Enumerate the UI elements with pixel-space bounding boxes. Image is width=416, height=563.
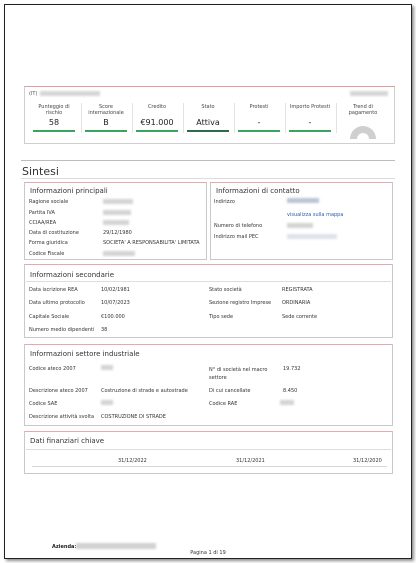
kpi-label: Punteggio di rischio [38,104,70,116]
box-title: Informazioni principali [30,187,108,195]
kpi-separator [285,103,286,133]
kpi-value: - [257,118,261,127]
row-label: Data di costituzione [29,230,79,236]
redacted-sae [101,400,113,405]
row-value: REGISTRATA [282,287,313,293]
row-label: Codice Fiscale [29,251,65,257]
row-label: Codice RAE [209,401,238,407]
row-label: CCIAA/REA [29,220,57,226]
box-dati-finanziari [24,431,393,474]
kpi-label: Protesti [249,104,269,110]
redacted-address [287,198,319,203]
kpi-credit [136,104,178,132]
fin-date-col: 31/12/2021 [236,458,265,464]
kpi-protests [238,104,280,132]
redacted-value [103,251,135,256]
redacted-pec [287,234,337,239]
kpi-label: Trend di pagamento [348,104,378,116]
row-value: Costruzione di strade e autostrade [101,388,188,394]
row-value: 10/02/1981 [101,287,130,293]
kpi-separator [234,103,235,133]
kpi-international-score [85,104,127,132]
kpi-bar [289,130,331,132]
kpi-label: Importo Protesti [289,104,331,110]
row-label: Di cui cancellate [209,388,251,394]
kpi-separator [132,103,133,133]
kpi-separator [183,103,184,133]
kpi-value: Attiva [196,118,220,127]
row-label: Numero medio dipendenti [29,327,95,333]
kpi-label: Credito [147,104,167,110]
row-label: Descrizione ateco 2007 [29,388,88,394]
row-value: 38 [101,327,108,333]
box-title: Dati finanziari chiave [30,437,105,445]
row-value: SOCIETA' A RESPONSABILITA' LIMITATA [103,240,200,246]
kpi-bar [187,130,229,132]
kpi-value: B [103,118,109,127]
box-title: Informazioni secondarie [30,271,115,279]
redacted-value [103,199,133,204]
redacted-phone [287,223,313,228]
kpi-bar [238,130,280,132]
row-value: COSTRUZIONE DI STRADE [101,414,166,420]
row-label: Stato società [209,287,242,293]
row-value: 8.450 [283,388,298,394]
row-value: ORDINARIA [282,300,311,306]
row-label: Codice ateco 2007 [29,366,76,372]
redacted-value [103,210,131,215]
box-title: Informazioni di contatto [216,187,300,195]
row-label: Sezione registro Imprese [209,300,272,306]
kpi-protest-amount [289,104,331,132]
row-label: Ragione sociale [29,199,69,205]
row-label: Data ultimo protocollo [29,300,85,306]
kpi-bar [85,130,127,132]
kpi-value: - [308,118,312,127]
fin-date-col: 31/12/2020 [353,458,382,464]
row-label: N° di società nel macro settore [209,367,268,381]
fin-date-col: 31/12/2022 [118,458,147,464]
row-label: Codice SAE [29,401,58,407]
kpi-value: €91.000 [140,118,174,127]
redacted-rae [280,400,294,405]
box-title: Informazioni settore industriale [30,350,140,358]
row-label: Partita IVA [29,210,55,216]
map-link[interactable]: visualizza sulla mappa [287,212,344,218]
summary-card [24,86,395,144]
row-label: Data iscrizione REA [29,287,78,293]
row-value: 29/12/1980 [103,230,132,236]
box-informazioni-contatto [210,182,393,260]
kpi-label: Score internazionale [88,104,124,116]
row-label: Indirizzo mail PEC [214,234,259,240]
row-label: Numero di telefono [214,223,263,229]
box-divider [26,449,391,450]
section-divider [21,178,395,179]
row-value: 10/07/2023 [101,300,130,306]
country-line: (IT) [29,91,100,97]
page-number: Pagina 1 di 19 [190,550,226,556]
row-value: 19.732 [283,366,301,372]
kpi-status [187,104,229,132]
kpi-bar [136,130,178,132]
fin-header-line [32,466,387,467]
country-code: IT [30,91,36,97]
footer-company-label: Azienda: [52,544,77,550]
company-name-redacted [40,91,100,96]
row-label: Tipo sede [209,314,234,320]
kpi-payment-trend [342,104,384,116]
row-label: Indirizzo [214,199,235,205]
row-value: €100.000 [101,314,125,320]
box-divider [26,281,391,282]
section-title: Sintesi [22,165,59,178]
redacted-value [103,220,129,225]
kpi-separator [336,103,337,133]
row-label: Descrizione attività svolta [29,414,95,420]
row-label: Forma giuridica [29,240,68,246]
kpi-label: Stato [201,104,215,110]
redacted-id [350,91,388,96]
kpi-separator [81,103,82,133]
kpi-value: 58 [48,118,60,127]
row-label: Capitale Sociale [29,314,70,320]
footer-company-redacted [76,543,156,549]
redacted-ateco [101,365,113,370]
kpi-bar [33,130,75,132]
kpi-risk-score [33,104,75,132]
section-divider [21,160,395,161]
row-value: Sede corrente [282,314,318,320]
